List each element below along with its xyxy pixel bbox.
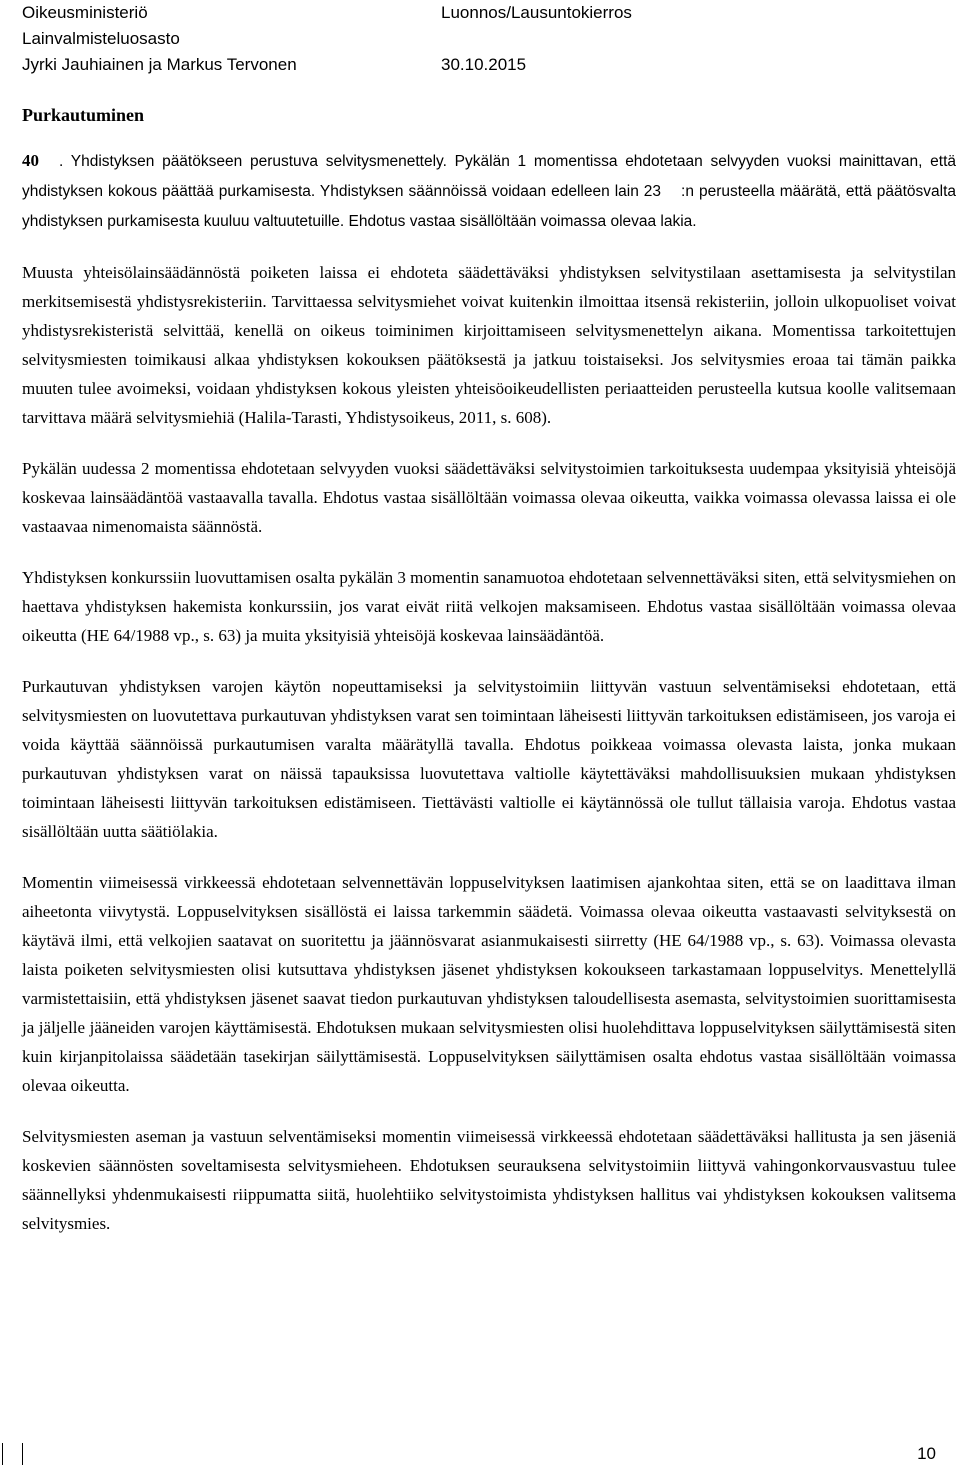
section-number: 40 <box>22 151 39 170</box>
paragraph-7: Selvitysmiesten aseman ja vastuun selventämiseksi momentin viimeisessä virkkeessä ehdotetaan säädettäväksi hallitusta ja sen jäseniä koskevien säännösten soveltamisesta selvitysmieheen. Ehdotuksen seurauksena selvitystoimiin liittyvä vahingonkorvausvastuu tulee säännellyksi yhdenmukaisesti riippumatta siitä, huolehtiiko selvitystoimista yhdistyksen hallitus vai yhdistyksen kokouksen valitsema selvitysmies. <box>22 1127 956 1233</box>
revision-bar <box>2 1443 3 1465</box>
document-type: Luonnos/Lausuntokierros <box>441 3 632 22</box>
revision-bar <box>22 1443 23 1465</box>
section-title: Purkautuminen <box>22 105 145 125</box>
paragraph-6: Momentin viimeisessä virkkeessä ehdotetaan selvennettävän loppuselvityksen laatimisen ajankohtaa siten, että se on laadittava ilman aiheetonta viivytystä. Loppuselvityksen sisällöstä ei laissa tarkemmin säädetä. Voimassa olevaa oikeutta vastaavasti selvityksestä on käytävä ilmi, että velkojien saatavat on suoritettu ja jäännösvarat asianmukaisesti siirretty (HE 64/1988 vp., s. 63). Voimassa olevasta laista poiketen selvitysmiesten olisi kutsuttava yhdistyksen jäsenet yhdistyksen kokoukseen tarkastamaan loppuselvitys. Menettelyllä varmistettaisiin, että yhdistyksen jäsenet saavat tiedon purkautuvan yhdistyksen taloudellisesta asemasta, selvitystoimien suorittamisesta ja jäljelle jääneiden varojen käyttämisestä. Ehdotuksen mukaan selvitysmiesten olisi huolehdittava loppuselvityksen säilyttämisestä siten kuin kirjanpitolaissa säädetään tasekirjan säilyttämisestä. Loppuselvityksen säilyttämisen osalta ehdotus vastaa sisällöltään voimassa olevaa oikeutta. <box>22 873 956 1095</box>
paragraph-5: Purkautuvan yhdistyksen varojen käytön nopeuttamiseksi ja selvitystoimiin liittyvän vastuun selventämiseksi ehdotetaan, että selvitysmiesten on luovutettava purkautuvan yhdistyksen varat sen toimintaan läheisesti liittyvän tarkoituksen edistämiseen, jos varoja ei voida käyttää säännöissä purkautumisen varalta määrätyllä tavalla. Ehdotus poikkeaa voimassa olevasta laista, jonka mukaan purkautuvan yhdistyksen varat on näissä tapauksissa luovutettava valtiolle käytettäväksi mahdollisuuksien mukaan yhdistyksen toimintaan läheisesti liittyvän tarkoituksen edistämiseen. Tiettävästi valtiolle ei käytännössä ole tullut tällaisia varoja. Ehdotus vastaa sisällöltään uutta säätiölakia. <box>22 677 956 841</box>
document-header <box>22 0 942 78</box>
header-row-1 <box>22 0 942 26</box>
document-date: 30.10.2015 <box>441 55 527 74</box>
ministry-name: Oikeusministeriö <box>22 3 148 22</box>
document-body <box>22 146 956 1260</box>
paragraph-2: Muusta yhteisölainsäädännöstä poiketen laissa ei ehdoteta säädettäväksi yhdistyksen selvitystilaan asettamisesta ja selvitystilan merkitsemisestä yhdistysrekisteriin. Tarvittaessa selvitysmiehet voivat kuitenkin ilmoittaa itsensä rekisteriin, jolloin ulkopuoliset voivat yhdistysrekisteristä selvittää, kenellä on oikeus toiminimen kirjoittamiseen selvitysmenettelyn aikana. Momentissa tarkoitettujen selvitysmiesten toimikausi alkaa yhdistyksen kokouksen päätöksestä ja jatkuu toistaiseksi. Jos selvitysmies eroaa tai tämän paikka muuten tulee avoimeksi, voidaan yhdistyksen kokous yleisten yhteisöoikeudellisten periaatteiden perusteella kutsua koolle valitsemaan tarvittava määrä selvitysmiehiä (Halila-Tarasti, Yhdistysoikeus, 2011, s. 608). <box>22 263 956 427</box>
header-row-3 <box>22 52 942 78</box>
paragraph-3: Pykälän uudessa 2 momentissa ehdotetaan selvyyden vuoksi säädettäväksi selvitystoimien tarkoituksesta uudempaa yksityisiä yhteisöjä koskevaa lainsäädäntöä vastaavalla tavalla. Ehdotus vastaa sisällöltään voimassa olevaa oikeutta, vaikka voimassa olevassa laissa ei ole vastaavaa nimenomaista säännöstä. <box>22 459 956 536</box>
paragraph-1-text-b: :n perusteella määrätä, että päätösvalta yhdistyksen purkamisesta kuuluu valtuutetuille. Ehdotus vastaa sisällöltään voimassa olevaa lakia. <box>22 183 956 230</box>
paragraph-1 <box>22 146 956 236</box>
authors: Jyrki Jauhiainen ja Markus Tervonen <box>22 55 297 74</box>
paragraph-4: Yhdistyksen konkurssiin luovuttamisen osalta pykälän 3 momentin sanamuotoa ehdotetaan selvennettäväksi siten, että selvitysmiehen on haettava yhdistyksen hakemista konkurssiin, jos varat eivät riitä velkojen maksamiseen. Ehdotus vastaa sisällöltään voimassa olevaa oikeutta (HE 64/1988 vp., s. 63) ja muita yksityisiä yhteisöjä koskevaa lainsäädäntöä. <box>22 568 956 645</box>
page-number: 10 <box>917 1444 936 1463</box>
department-name: Lainvalmisteluosasto <box>22 29 180 48</box>
header-row-2 <box>22 26 942 52</box>
paragraph-1-text-a: . Yhdistyksen päätökseen perustuva selvitysmenettely. Pykälän 1 momentissa ehdotetaan selvyyden vuoksi mainittavan, että yhdistyksen kokous päättää purkamisesta. Yhdistyksen säännöissä voidaan edelleen lain 23 <box>22 153 956 200</box>
